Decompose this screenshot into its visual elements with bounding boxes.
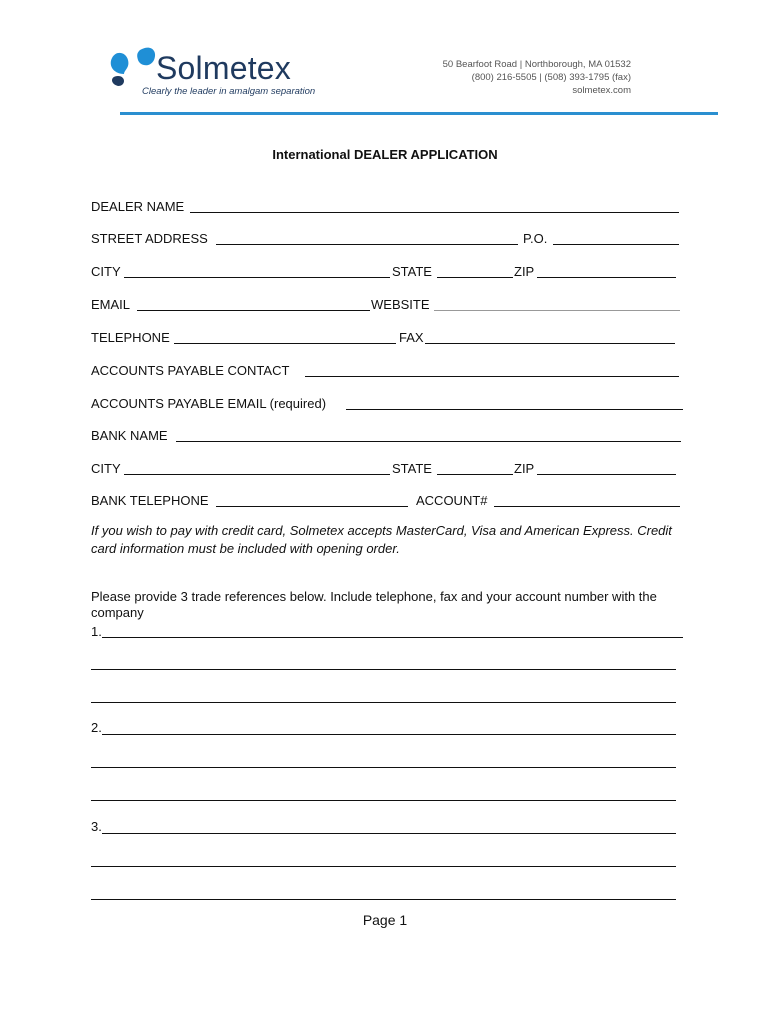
ap-email-row	[91, 395, 691, 413]
website-label: WEBSITE	[371, 297, 430, 312]
bank-state-field[interactable]	[437, 474, 513, 475]
bank-telephone-label: BANK TELEPHONE	[91, 493, 209, 508]
state-field[interactable]	[437, 277, 513, 278]
city-row	[91, 263, 691, 281]
reference-3-line-1[interactable]	[102, 833, 676, 834]
state-label: STATE	[392, 264, 432, 279]
reference-2-number: 2.	[91, 720, 102, 735]
po-label: P.O.	[523, 231, 548, 246]
ap-contact-label: ACCOUNTS PAYABLE CONTACT	[91, 363, 290, 378]
fax-field[interactable]	[425, 343, 675, 344]
bank-city-row	[91, 460, 691, 478]
trade-references-intro: Please provide 3 trade references below. Include telephone, fax and your account number with the company	[91, 589, 657, 620]
street-address-row	[91, 230, 691, 248]
reference-1-line-3[interactable]	[91, 702, 676, 703]
bank-state-label: STATE	[392, 461, 432, 476]
dealer-name-field[interactable]	[190, 212, 679, 213]
reference-2-line-2[interactable]	[91, 767, 676, 768]
bank-city-label: CITY	[91, 461, 121, 476]
reference-3-line-2[interactable]	[91, 866, 676, 867]
account-field[interactable]	[494, 506, 680, 507]
company-phone: (800) 216-5505 | (508) 393-1795 (fax)	[471, 72, 631, 83]
street-address-field[interactable]	[216, 244, 518, 245]
city-label: CITY	[91, 264, 121, 279]
ap-email-field[interactable]	[346, 409, 683, 410]
brand-name: Solmetex	[156, 50, 291, 86]
bank-zip-label: ZIP	[514, 461, 535, 476]
account-label: ACCOUNT#	[416, 493, 488, 508]
ap-email-label: ACCOUNTS PAYABLE EMAIL (required)	[91, 396, 327, 411]
bank-telephone-field[interactable]	[216, 506, 408, 507]
reference-2-line-3[interactable]	[91, 800, 676, 801]
city-field[interactable]	[124, 277, 390, 278]
website-field[interactable]	[434, 310, 680, 311]
zip-field[interactable]	[537, 277, 676, 278]
bank-telephone-row	[91, 492, 691, 510]
street-address-label: STREET ADDRESS	[91, 231, 208, 246]
bank-city-field[interactable]	[124, 474, 390, 475]
reference-3-number: 3.	[91, 819, 102, 834]
header-divider	[120, 112, 718, 115]
reference-3-line-3[interactable]	[91, 899, 676, 900]
bank-name-label: BANK NAME	[91, 428, 168, 443]
zip-label: ZIP	[514, 264, 535, 279]
bank-zip-field[interactable]	[537, 474, 676, 475]
dealer-name-label: DEALER NAME	[91, 199, 185, 214]
telephone-row	[91, 329, 691, 347]
reference-1-line-1[interactable]	[102, 637, 683, 638]
brand-tagline: Clearly the leader in amalgam separation	[142, 86, 316, 97]
email-row	[91, 296, 691, 314]
form-title: International DEALER APPLICATION	[272, 147, 498, 162]
ap-contact-field[interactable]	[305, 376, 679, 377]
email-field[interactable]	[137, 310, 370, 311]
reference-1-number: 1.	[91, 624, 102, 639]
company-address: 50 Bearfoot Road | Northborough, MA 01532	[442, 59, 631, 70]
fax-label: FAX	[399, 330, 424, 345]
po-field[interactable]	[553, 244, 679, 245]
reference-1-line-2[interactable]	[91, 669, 676, 670]
telephone-label: TELEPHONE	[91, 330, 170, 345]
telephone-field[interactable]	[174, 343, 396, 344]
credit-card-note: If you wish to pay with credit card, Solmetex accepts MasterCard, Visa and American Express. Credit card information must be included with opening order.	[91, 523, 672, 556]
page-number: Page 1	[362, 912, 408, 928]
ap-contact-row	[91, 362, 691, 380]
bank-name-row	[91, 427, 691, 445]
reference-2-line-1[interactable]	[102, 734, 676, 735]
company-website: solmetex.com	[572, 85, 631, 96]
dealer-name-row	[91, 198, 691, 216]
bank-name-field[interactable]	[176, 441, 681, 442]
email-label: EMAIL	[91, 297, 131, 312]
